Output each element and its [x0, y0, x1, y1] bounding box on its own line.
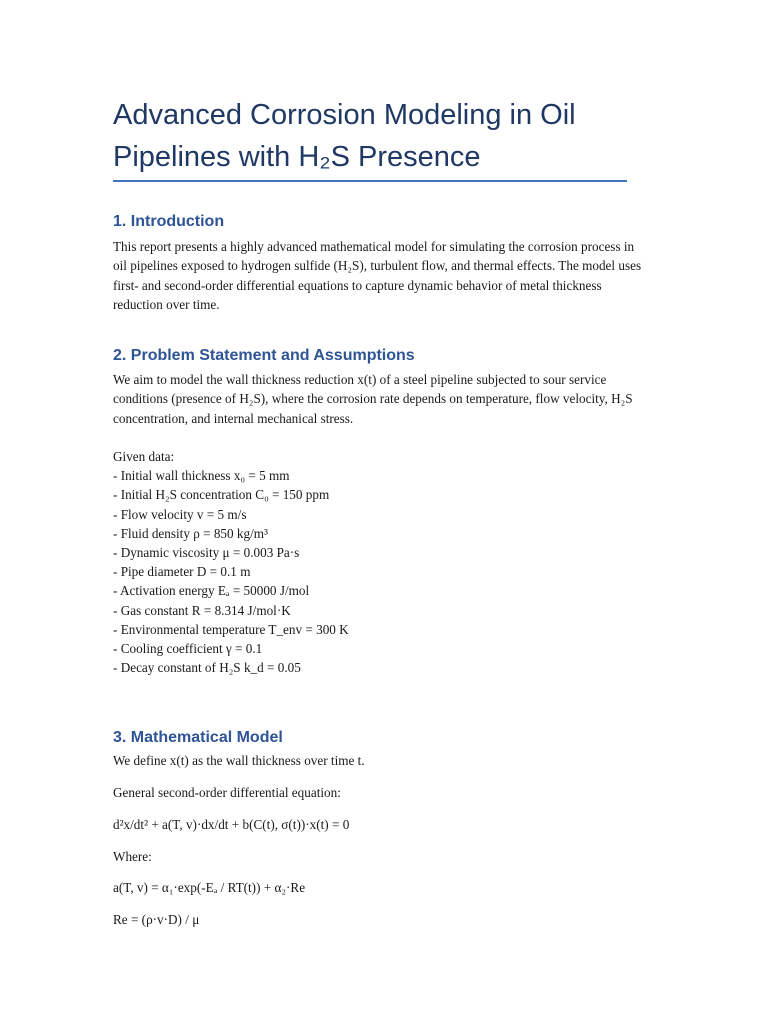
- list-item: - Dynamic viscosity μ = 0.003 Pa·s: [113, 545, 300, 561]
- general-equation-label: General second-order differential equation:: [113, 785, 341, 800]
- given-data-label: Given data:: [113, 449, 175, 464]
- model-definition-text: We define x(t) as the wall thickness over time t.: [113, 753, 365, 768]
- reynolds-number-definition: Re = (ρ·v·D) / μ: [113, 912, 200, 927]
- list-item: - Gas constant R = 8.314 J/mol·K: [113, 602, 291, 618]
- list-item: - Flow velocity v = 5 m/s: [113, 506, 247, 522]
- introduction-paragraph: This report presents a highly advanced mathematical model for simulating the corrosion process in oil pipelines exposed to hydrogen sulfide (H₂S), turbulent flow, and thermal effects. The model uses first- and second-order differential equations to capture dynamic behavior of metal thickness reduction over time.: [113, 239, 642, 313]
- given-data-list: [113, 447, 349, 677]
- list-item: - Cooling coefficient γ = 0.1: [113, 641, 263, 657]
- section-heading-problem-statement: 2. Problem Statement and Assumptions: [113, 347, 415, 364]
- problem-statement-paragraph: We aim to model the wall thickness reduction x(t) of a steel pipeline subjected to sour service conditions (presence of H₂S), where the corrosion rate depends on temperature, flow velocity, H₂S concentration, and internal mechanical stress.: [113, 372, 633, 426]
- section-heading-introduction: 1. Introduction: [113, 213, 225, 230]
- list-item: - Pipe diameter D = 0.1 m: [113, 564, 251, 580]
- list-item: - Initial wall thickness x₀ = 5 mm: [113, 468, 290, 484]
- list-item: - Initial H₂S concentration C₀ = 150 ppm: [113, 487, 330, 503]
- list-item: - Decay constant of H₂S k_d = 0.05: [113, 660, 301, 676]
- where-label: Where:: [113, 849, 152, 864]
- section-heading-mathematical-model: 3. Mathematical Model: [113, 729, 283, 746]
- list-item: - Fluid density ρ = 850 kg/m³: [113, 525, 268, 541]
- document-title: Advanced Corrosion Modeling in Oil Pipelines with H₂S Presence: [113, 99, 576, 173]
- title-divider: [113, 180, 627, 182]
- general-differential-equation: d²x/dt² + a(T, v)·dx/dt + b(C(t), σ(t))·x(t) = 0: [113, 817, 350, 832]
- list-item: - Activation energy Eₐ = 50000 J/mol: [113, 583, 310, 599]
- list-item: - Environmental temperature T_env = 300 K: [113, 621, 349, 637]
- coefficient-a-definition: a(T, v) = α₁·exp(-Eₐ / RT(t)) + α₂·Re: [113, 880, 306, 895]
